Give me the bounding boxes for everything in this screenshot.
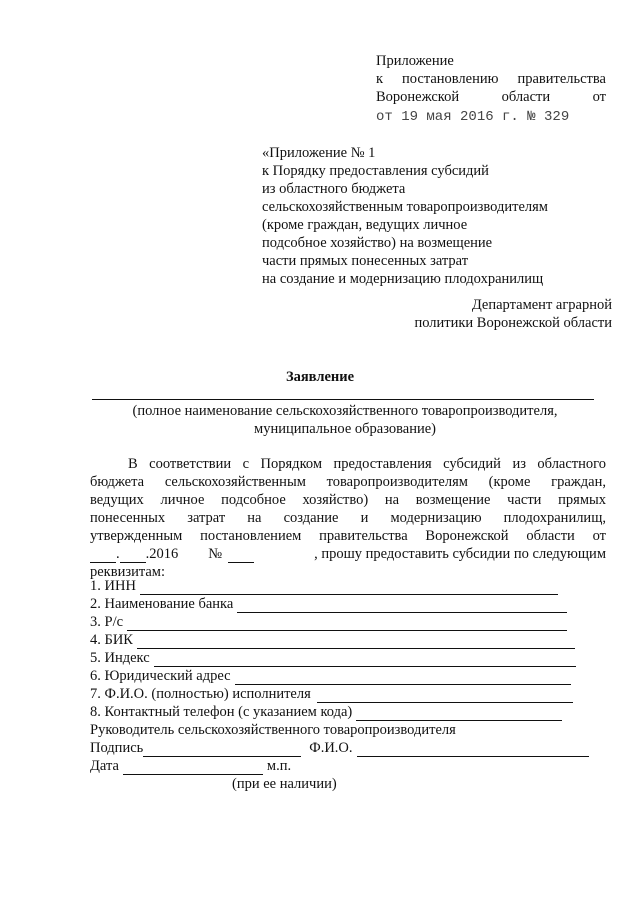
to-resolution-line (376, 70, 606, 88)
body-line: В соответствии с Порядком предоставления субсидий из областного (128, 456, 606, 472)
body-line: понесенных затрат на создание и модернизацию плодохранилищ, (90, 510, 606, 526)
requisite-row (90, 577, 590, 595)
date-separator: . (116, 546, 120, 562)
date-field[interactable] (123, 761, 263, 775)
word: Воронежской (376, 89, 460, 105)
word: правительства (517, 71, 606, 87)
date-row (90, 757, 600, 775)
date-label: Дата (90, 758, 119, 774)
annex-line: «Приложение № 1 (262, 145, 376, 161)
addressee-line-1: Департамент аграрной (471, 297, 612, 313)
requisite-row (90, 613, 590, 631)
fio-label: Ф.И.О. (309, 740, 353, 756)
name-caption-2: муниципальное образование) (254, 421, 436, 437)
requisite-row (90, 649, 590, 667)
requisite-row (90, 667, 590, 685)
appendix-label: Приложение (376, 53, 454, 69)
annex-line: из областного бюджета (262, 181, 406, 197)
requisite-label: 3. Р/с (90, 614, 124, 630)
body-paragraph (90, 455, 606, 581)
bik-field[interactable] (137, 635, 575, 649)
sign-row (90, 739, 600, 757)
head-label: Руководитель сельскохозяйственного товаропроизводителя (90, 722, 456, 738)
word: от (592, 89, 606, 105)
body-line: бюджета сельскохозяйственным товаропроизводителям (кроме граждан, (90, 474, 606, 490)
annex-line: части прямых понесенных затрат (262, 253, 469, 269)
annex-line: (кроме граждан, ведущих личное (262, 217, 468, 233)
requisite-row (90, 703, 590, 721)
word: к (376, 71, 384, 87)
signature-block (90, 721, 600, 793)
phone-field[interactable] (356, 707, 562, 721)
requisite-label: 2. Наименование банка (90, 596, 234, 612)
month-blank[interactable] (120, 549, 146, 563)
word: области (501, 89, 551, 105)
annex-line: сельскохозяйственным товаропроизводителям (262, 199, 548, 215)
form-title: Заявление (285, 369, 355, 385)
executor-name-field[interactable] (317, 689, 573, 703)
requisite-label: 8. Контактный телефон (с указанием кода) (90, 704, 353, 720)
name-blank-line[interactable] (92, 399, 594, 400)
account-field[interactable] (127, 617, 567, 631)
word: постановлению (402, 71, 499, 87)
date-number-line (90, 545, 606, 563)
fio-field[interactable] (357, 743, 589, 757)
signature-field[interactable] (143, 743, 301, 757)
annex-line: на создание и модернизацию плодохранилищ (262, 271, 544, 287)
body-line-last: реквизитам: (90, 564, 165, 580)
requisite-label: 5. Индекс (90, 650, 150, 666)
annex-line: подсобное хозяйство) на возмещение (262, 235, 493, 251)
addressee-line-2: политики Воронежской области (414, 315, 612, 331)
annex-block (262, 144, 548, 288)
requisite-label: 1. ИНН (90, 578, 136, 594)
inn-field[interactable] (140, 581, 558, 595)
year-text: .2016 (145, 546, 179, 562)
region-line (376, 88, 606, 106)
sign-label: Подпись (90, 740, 144, 756)
request-text: , прошу предоставить субсидии по следующим (314, 546, 606, 562)
stamp-place-label: м.п. (266, 758, 292, 774)
body-line: утвержденным постановлением правительства Воронежской области от (90, 528, 606, 544)
day-blank[interactable] (90, 549, 116, 563)
requisite-row (90, 685, 590, 703)
annex-line: к Порядку предоставления субсидий (262, 163, 489, 179)
date-stamp: от 19 мая 2016 г. № 329 (376, 109, 570, 125)
bank-name-field[interactable] (237, 599, 567, 613)
legal-address-field[interactable] (235, 671, 571, 685)
requisite-label: 6. Юридический адрес (90, 668, 231, 684)
number-blank[interactable] (228, 549, 254, 563)
requisite-row (90, 595, 590, 613)
body-line: ведущих личное подсобное хозяйство) на возмещение части прямых (90, 492, 606, 508)
postal-index-field[interactable] (154, 653, 576, 667)
requisites-list (90, 577, 590, 721)
stamp-note: (при ее наличии) (232, 776, 337, 792)
name-caption-1: (полное наименование сельскохозяйственного товаропроизводителя, (132, 403, 558, 419)
number-sign: № (208, 546, 223, 562)
requisite-label: 4. БИК (90, 632, 133, 648)
requisite-row (90, 631, 590, 649)
requisite-label: 7. Ф.И.О. (полностью) исполнителя (90, 686, 311, 702)
